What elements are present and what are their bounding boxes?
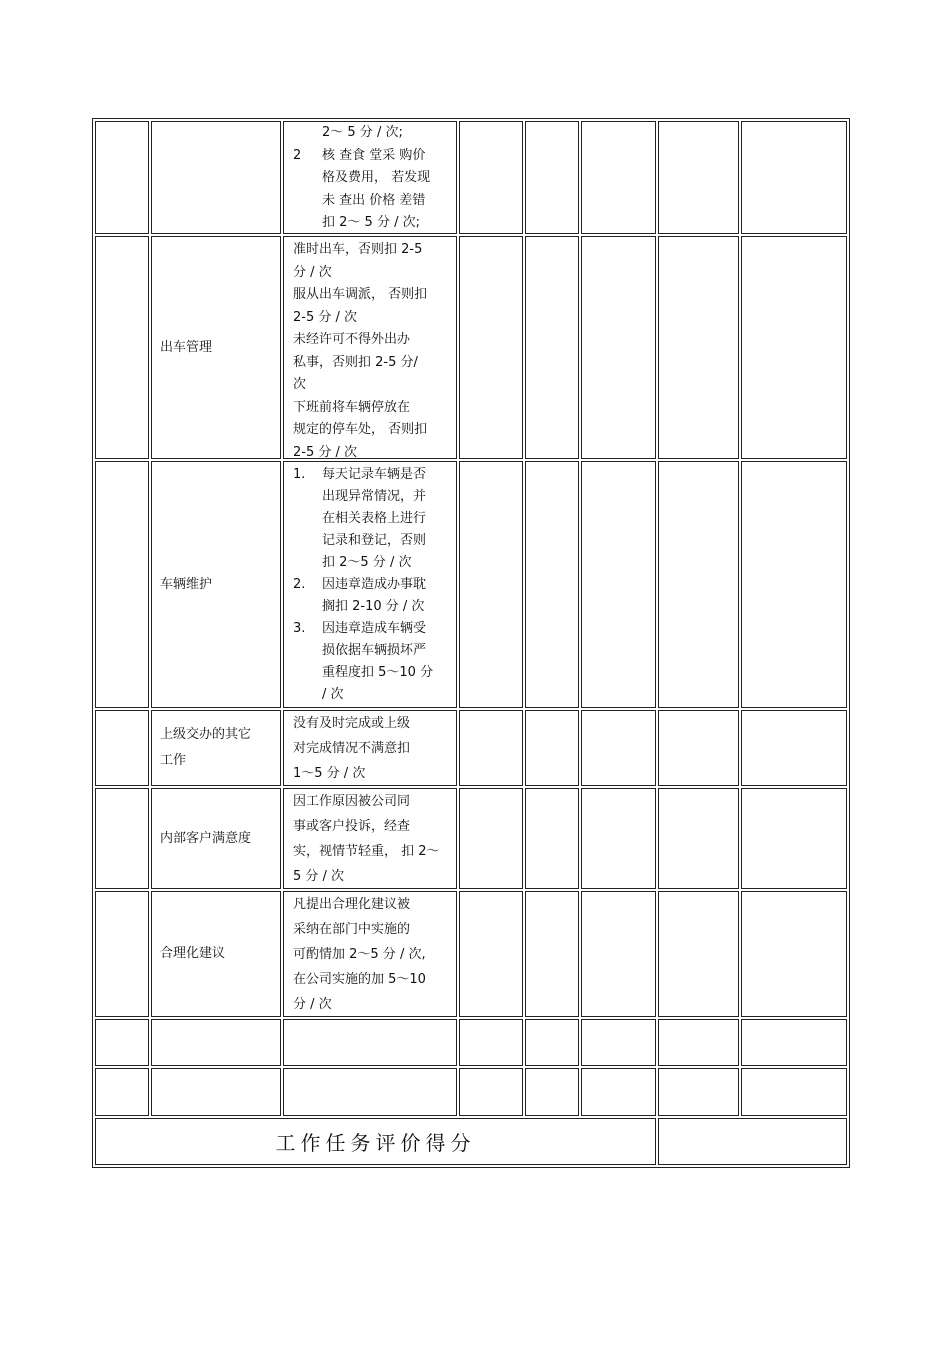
criteria-line: 2-5 分 / 次 xyxy=(293,309,358,325)
criteria-line: 扣 2～5 分 / 次 xyxy=(322,555,412,570)
criteria-line: 出现异常情况，并 xyxy=(322,489,427,504)
row-7-category-cell xyxy=(151,1019,281,1066)
category-label: 工作 xyxy=(160,753,187,768)
row-7-score-cell xyxy=(581,1019,656,1066)
row-5-criteria-cell xyxy=(283,788,457,889)
row-4-score-cell xyxy=(658,710,739,786)
item-number: 2. xyxy=(293,577,306,592)
criteria-line: 因违章造成车辆受 xyxy=(322,621,427,636)
row-5-score-cell xyxy=(741,788,847,889)
criteria-line: 格及费用， 若发现 xyxy=(322,170,431,185)
category-label: 合理化建议 xyxy=(160,946,226,961)
criteria-line: 准时出车，否则扣 2-5 xyxy=(293,242,423,257)
row-3-criteria-cell xyxy=(283,461,457,708)
row-2-score-cell xyxy=(581,236,656,459)
criteria-line: 服从出车调派， 否则扣 xyxy=(293,287,428,302)
row-1-score-cell xyxy=(525,121,579,234)
row-7-score-cell xyxy=(459,1019,523,1066)
row-4-score-cell xyxy=(459,710,523,786)
category-label: 内部客户满意度 xyxy=(160,830,252,846)
row-6-score-cell xyxy=(741,891,847,1017)
row-4-score-cell xyxy=(741,710,847,786)
criteria-line: 核 查食 堂采 购价 xyxy=(322,147,426,163)
criteria-line: 在公司实施的加 5～10 xyxy=(293,972,426,987)
criteria-line: / 次 xyxy=(322,687,344,702)
row-6-score-cell xyxy=(581,891,656,1017)
criteria-line: 因违章造成办事耽 xyxy=(322,577,427,592)
row-6-criteria-cell xyxy=(283,891,457,1017)
criteria-line: 扣 2～ 5 分 / 次; xyxy=(322,215,420,230)
row-2-score-cell xyxy=(658,236,739,459)
row-1-category-cell xyxy=(151,121,281,234)
criteria-line: 实，视情节轻重， 扣 2～ xyxy=(293,844,440,859)
row-8-score-cell xyxy=(581,1068,656,1116)
row-8-score-cell xyxy=(741,1068,847,1116)
criteria-line: 次 xyxy=(293,377,307,392)
row-5-score-cell xyxy=(459,788,523,889)
row-8-index-cell xyxy=(95,1068,149,1116)
criteria-line: 采纳在部门中实施的 xyxy=(293,922,411,937)
criteria-line: 分 / 次 xyxy=(293,997,332,1012)
row-8-score-cell xyxy=(459,1068,523,1116)
row-8-criteria-cell xyxy=(283,1068,457,1116)
row-1-score-cell xyxy=(459,121,523,234)
row-7-score-cell xyxy=(525,1019,579,1066)
total-score-value-cell xyxy=(658,1118,847,1165)
row-6-category-cell xyxy=(151,891,281,1017)
row-6-score-cell xyxy=(525,891,579,1017)
row-5-score-cell xyxy=(525,788,579,889)
criteria-line: 2～ 5 分 / 次; xyxy=(322,125,403,140)
category-label: 上级交办的其它 xyxy=(160,727,252,742)
row-2-score-cell xyxy=(741,236,847,459)
row-4-category-cell xyxy=(151,710,281,786)
evaluation-table xyxy=(92,118,850,1168)
row-7-criteria-cell xyxy=(283,1019,457,1066)
criteria-line: 分 / 次 xyxy=(293,264,332,280)
row-3-category-cell xyxy=(151,461,281,708)
row-1-index-cell xyxy=(95,121,149,234)
row-8-score-cell xyxy=(658,1068,739,1116)
row-1-score-cell xyxy=(741,121,847,234)
category-label: 车辆维护 xyxy=(160,576,213,592)
row-1-score-cell xyxy=(658,121,739,234)
row-6-index-cell xyxy=(95,891,149,1017)
row-2-category-cell xyxy=(151,236,281,459)
criteria-line: 下班前将车辆停放在 xyxy=(293,399,411,415)
row-3-score-cell xyxy=(741,461,847,708)
row-7-index-cell xyxy=(95,1019,149,1066)
criteria-line: 记录和登记，否则 xyxy=(322,533,427,548)
row-3-score-cell xyxy=(459,461,523,708)
criteria-line: 凡提出合理化建议被 xyxy=(293,897,411,912)
row-2-criteria-cell xyxy=(283,236,457,459)
criteria-line: 1～5 分 / 次 xyxy=(293,766,366,781)
row-3-score-cell xyxy=(658,461,739,708)
criteria-line: 5 分 / 次 xyxy=(293,869,345,884)
row-2-score-cell xyxy=(525,236,579,459)
criteria-line: 可酌情加 2～5 分 / 次, xyxy=(293,947,426,962)
criteria-line: 搁扣 2-10 分 / 次 xyxy=(322,599,425,614)
criteria-line: 在相关表格上进行 xyxy=(322,511,427,526)
criteria-line: 损依据车辆损坏严 xyxy=(322,643,427,658)
criteria-line: 未经许可不得外出办 xyxy=(293,332,411,347)
row-3-score-cell xyxy=(581,461,656,708)
row-2-index-cell xyxy=(95,236,149,459)
category-label: 出车管理 xyxy=(160,339,213,355)
row-7-score-cell xyxy=(741,1019,847,1066)
criteria-line: 因工作原因被公司同 xyxy=(293,794,411,809)
criteria-line: 事或客户投诉，经查 xyxy=(293,819,411,834)
row-8-category-cell xyxy=(151,1068,281,1116)
row-1-criteria-cell xyxy=(283,121,457,234)
criteria-line: 规定的停车处， 否则扣 xyxy=(293,422,428,437)
row-5-category-cell xyxy=(151,788,281,889)
row-1-score-cell xyxy=(581,121,656,234)
row-4-criteria-cell xyxy=(283,710,457,786)
row-3-score-cell xyxy=(525,461,579,708)
item-number: 3. xyxy=(293,621,306,636)
criteria-line: 未 查出 价格 差错 xyxy=(322,192,426,208)
row-4-score-cell xyxy=(525,710,579,786)
criteria-line: 每天记录车辆是否 xyxy=(322,467,427,482)
criteria-line: 对完成情况不满意扣 xyxy=(293,741,411,756)
row-5-index-cell xyxy=(95,788,149,889)
total-score-label: 工作任务评价得分 xyxy=(275,1131,476,1155)
criteria-line: 重程度扣 5～10 分 xyxy=(322,665,434,680)
row-8-score-cell xyxy=(525,1068,579,1116)
row-7-score-cell xyxy=(658,1019,739,1066)
row-6-score-cell xyxy=(459,891,523,1017)
item-number: 1. xyxy=(293,467,306,482)
criteria-line: 2-5 分 / 次 xyxy=(293,444,358,459)
criteria-line: 没有及时完成或上级 xyxy=(293,716,411,731)
item-number: 2 xyxy=(293,147,302,163)
total-score-label-cell xyxy=(95,1118,656,1165)
row-6-score-cell xyxy=(658,891,739,1017)
row-4-score-cell xyxy=(581,710,656,786)
row-5-score-cell xyxy=(581,788,656,889)
criteria-line: 私事，否则扣 2-5 分/ xyxy=(293,354,418,370)
row-2-score-cell xyxy=(459,236,523,459)
row-3-index-cell xyxy=(95,461,149,708)
row-5-score-cell xyxy=(658,788,739,889)
row-4-index-cell xyxy=(95,710,149,786)
